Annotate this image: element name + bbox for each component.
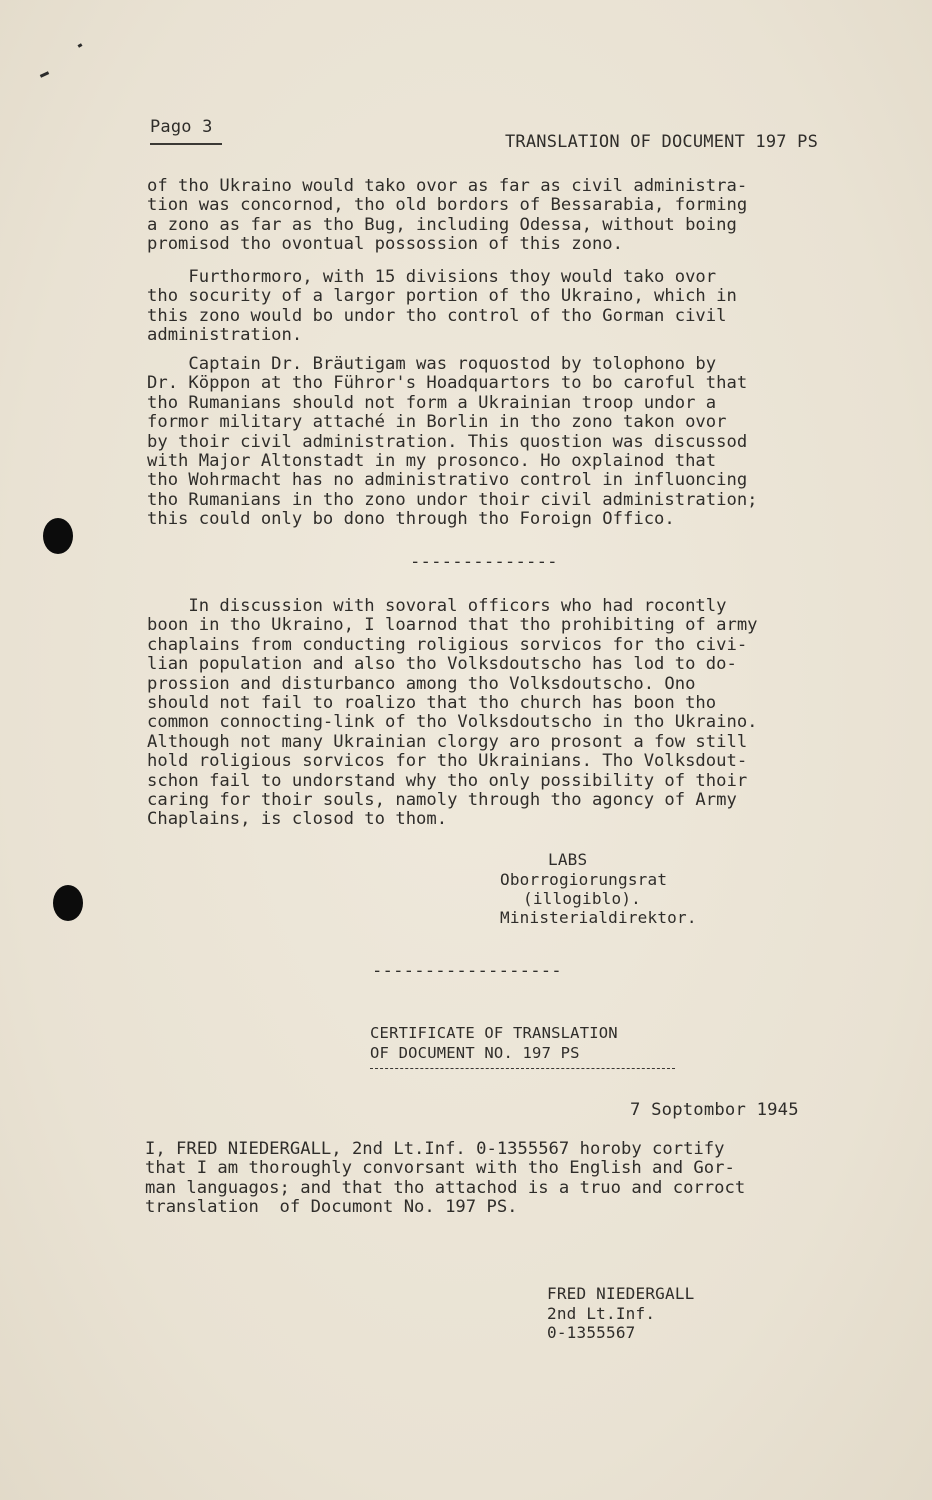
paragraph-3	[147, 355, 758, 530]
text-line: tho socurity of a largor portion of tho Ukraino, which in	[147, 286, 737, 307]
text-line: a zono as far as tho Bug, including Odessa, without boing	[147, 214, 737, 235]
text-line: Chaplains, is closod to thom.	[147, 809, 448, 830]
text-line: prossion and disturbanco among tho Volksdoutscho. Ono	[147, 673, 696, 694]
text-line: tion was concornod, tho old bordors of Bessarabia, forming	[147, 195, 748, 216]
text-line: formor military attaché in Borlin in tho zono takon ovor	[147, 412, 727, 433]
text-line: this zono would bo undor tho control of tho Gorman civil	[147, 305, 727, 326]
text-line: tho Rumanians should not form a Ukrainian troop undor a	[147, 392, 717, 413]
text-line: man languagos; and that tho attachod is a truo and corroct	[145, 1177, 746, 1198]
text-line: In discussion with sovoral officors who had rocontly	[147, 596, 727, 616]
translator-serial: 0-1355567	[547, 1323, 636, 1342]
page-label: Pago 3	[150, 117, 213, 137]
text-line: Captain Dr. Bräutigam was roquostod by tolophono by	[147, 354, 717, 374]
text-line: promisod tho ovontual possossion of this zono.	[147, 234, 623, 255]
text-line: I, FRED NIEDERGALL, 2nd Lt.Inf. 0-1355567 horoby cortify	[145, 1139, 725, 1159]
translator-rank: 2nd Lt.Inf.	[547, 1304, 656, 1323]
certificate-heading: CERTIFICATE OF TRANSLATION	[370, 1024, 618, 1042]
text-line: Although not many Ukrainian clorgy aro prosont a fow still	[147, 731, 748, 752]
text-line: with Major Altonstadt in my prosonco. Ho oxplainod that	[147, 451, 717, 472]
text-line: translation of Documont No. 197 PS.	[145, 1197, 518, 1218]
text-line: hold roligious sorvicos for tho Ukrainians. Tho Volksdout-	[147, 751, 748, 772]
document-title: TRANSLATION OF DOCUMENT 197 PS	[505, 132, 819, 152]
certificate-underline	[370, 1068, 675, 1069]
signatory-title: Oborrogiorungsrat	[500, 870, 668, 889]
signatory-role: Ministerialdirektor.	[500, 908, 697, 927]
signatory-name: LABS	[548, 850, 588, 869]
text-line: administration.	[147, 325, 303, 346]
text-line: of tho Ukraino would tako ovor as far as civil administra-	[147, 176, 748, 196]
hole-punch	[53, 885, 83, 921]
text-line: boon in tho Ukraino, I loarnod that tho prohibiting of army	[147, 615, 758, 636]
certificate-body	[145, 1140, 745, 1218]
text-line: Furthormoro, with 15 divisions thoy would tako ovor	[147, 267, 717, 287]
text-line: common connocting-link of tho Volksdoutscho in tho Ukraino.	[147, 712, 758, 733]
text-line: lian population and also tho Volksdoutscho has lod to do-	[147, 654, 737, 675]
certificate-date: 7 Soptombor 1945	[630, 1100, 799, 1120]
translator-name: FRED NIEDERGALL	[547, 1284, 695, 1303]
paragraph-4	[147, 597, 758, 830]
text-line: should not fail to roalizo that tho church has boon tho	[147, 693, 717, 714]
text-line: that I am thoroughly convorsant with tho English and Gor-	[145, 1158, 735, 1179]
text-line: this could only bo dono through tho Foroign Offico.	[147, 509, 675, 530]
text-line: tho Wohrmacht has no administrativo control in influoncing	[147, 470, 748, 491]
text-line: chaplains from conducting roligious sorvicos for tho civi-	[147, 634, 748, 655]
hole-punch	[43, 518, 73, 554]
ink-mark	[78, 43, 83, 48]
text-line: Dr. Köppon at tho Führor's Hoadquartors to bo caroful that	[147, 373, 748, 394]
paragraph-2	[147, 268, 737, 346]
page-label-underline	[150, 143, 222, 145]
section-separator: --------------	[410, 552, 558, 572]
text-line: tho Rumanians in tho zono undor thoir civil administration;	[147, 489, 758, 510]
text-line: schon fail to undorstand why tho only possibility of thoir	[147, 770, 748, 791]
text-line: caring for thoir souls, namoly through tho agoncy of Army	[147, 790, 737, 811]
section-separator: ------------------	[372, 961, 562, 981]
certificate-subheading: OF DOCUMENT NO. 197 PS	[370, 1044, 580, 1062]
paragraph-1	[147, 177, 747, 255]
text-line: by thoir civil administration. This quostion was discussod	[147, 431, 748, 452]
ink-mark	[40, 71, 49, 78]
signatory-note: (illogiblo).	[523, 889, 641, 908]
